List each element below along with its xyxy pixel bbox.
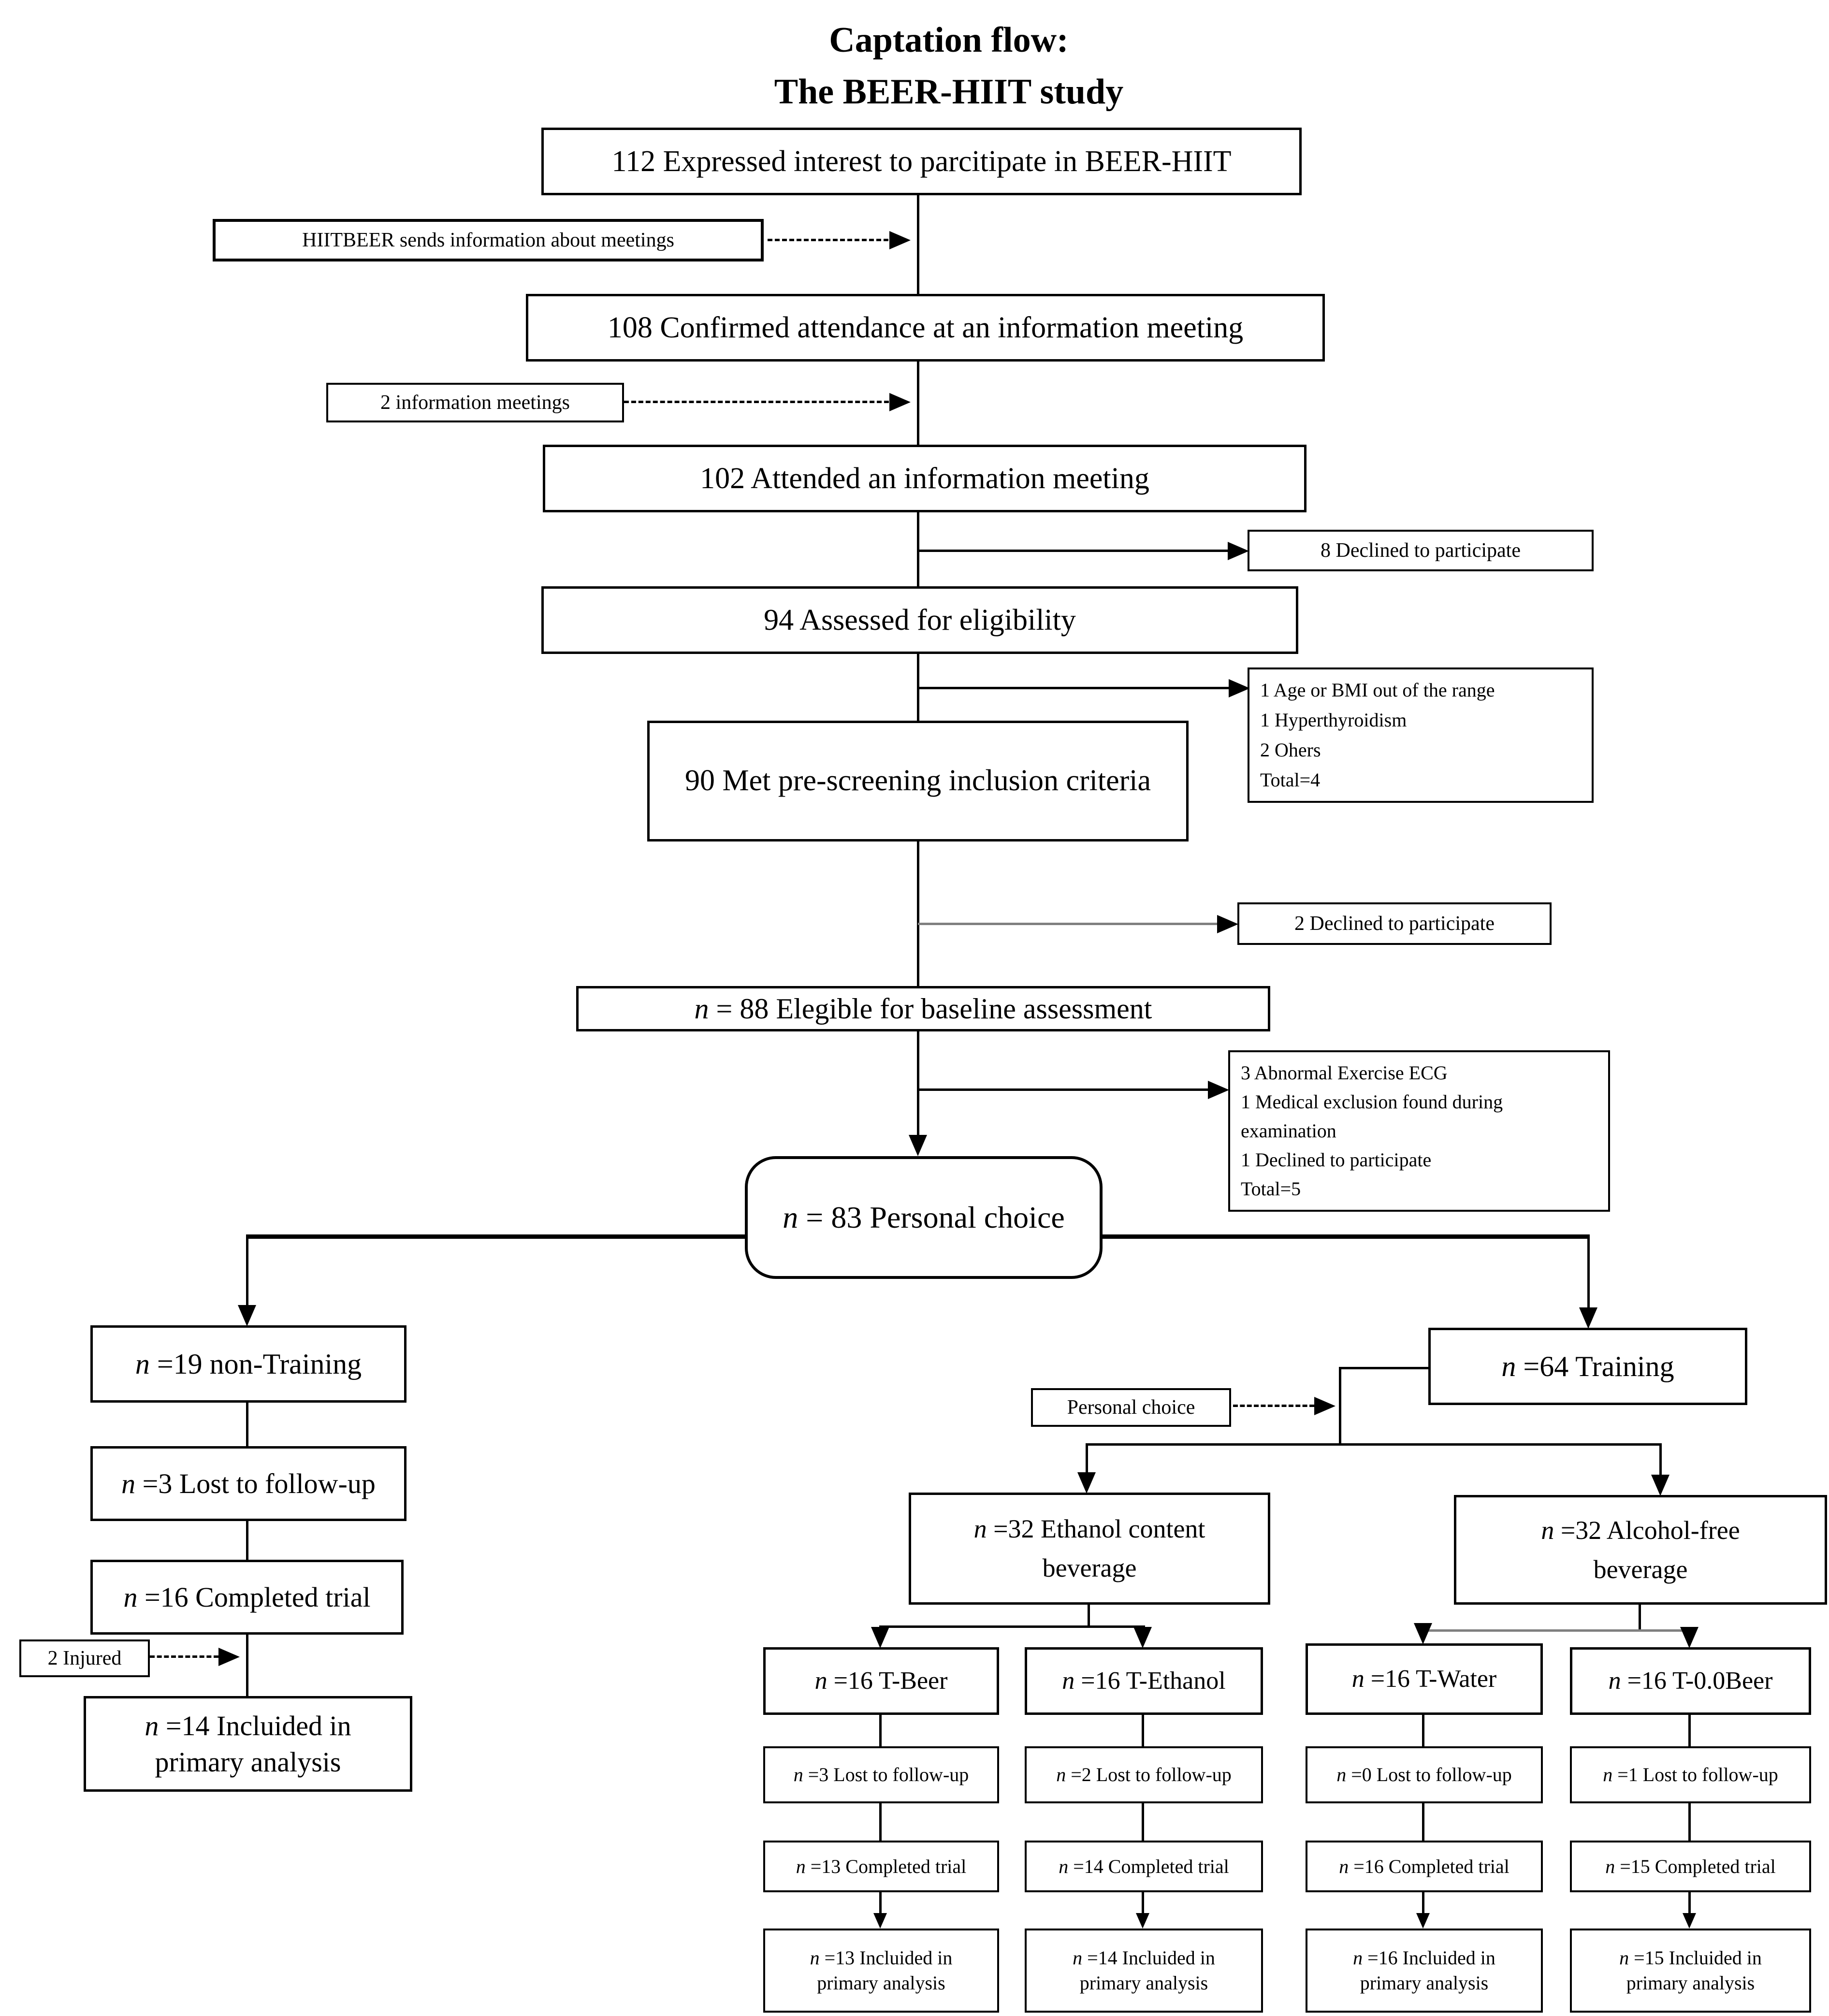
connector-line bbox=[879, 1625, 1145, 1628]
connector-line bbox=[1142, 1892, 1144, 1915]
box-declined-2 bbox=[1237, 902, 1552, 945]
figure-title-line2: The BEER-HIIT study bbox=[774, 72, 1124, 112]
box-twater-lost bbox=[1306, 1746, 1543, 1803]
connector-line bbox=[917, 1031, 919, 1137]
box-tethanol bbox=[1025, 1647, 1263, 1715]
box-label: 2 Declined to participate bbox=[1294, 912, 1495, 935]
note-label: HIITBEER sends information about meetings bbox=[302, 229, 674, 251]
arrow-right-icon bbox=[1228, 542, 1249, 560]
box-label-line1: n =32 Alcohol-free bbox=[1541, 1515, 1740, 1545]
arrow-down-icon bbox=[1579, 1307, 1597, 1329]
box-label: n = 83 Personal choice bbox=[783, 1200, 1065, 1235]
box-label: n =3 Lost to follow-up bbox=[793, 1764, 969, 1785]
box-label: n =16 Completed trial bbox=[123, 1581, 371, 1613]
box-tbeer-completed bbox=[763, 1841, 999, 1892]
box-assessed-eligibility bbox=[541, 586, 1298, 654]
box-t00beer bbox=[1570, 1647, 1811, 1715]
arrow-down-icon bbox=[1416, 1913, 1430, 1929]
box-tbeer-included bbox=[763, 1929, 999, 2013]
box-label: n =13 Completed trial bbox=[796, 1855, 967, 1877]
note-hiitbeer-info bbox=[213, 219, 764, 261]
exclusion-line: 1 Hyperthyroidism bbox=[1260, 709, 1407, 731]
box-label: 112 Expressed interest to parcitipate in BEER-HIIT bbox=[611, 145, 1232, 178]
connector-line bbox=[246, 1635, 248, 1697]
box-label-line2: primary analysis bbox=[155, 1746, 341, 1778]
box-label: n =2 Lost to follow-up bbox=[1056, 1764, 1232, 1785]
arrow-right-icon bbox=[218, 1648, 240, 1666]
box-nt-lost-followup bbox=[90, 1446, 406, 1521]
connector-line bbox=[917, 841, 919, 986]
box-attended-meeting bbox=[543, 445, 1306, 512]
arrow-down-icon bbox=[1133, 1627, 1152, 1648]
connector-line bbox=[1422, 1892, 1424, 1915]
box-prescreen-exclusions bbox=[1248, 667, 1594, 803]
connector-line bbox=[1587, 1234, 1590, 1309]
connector-line bbox=[1088, 1605, 1090, 1628]
dashed-arrow-line bbox=[150, 1655, 218, 1658]
arrow-down-icon bbox=[871, 1627, 889, 1648]
connector-line bbox=[1688, 1892, 1691, 1915]
box-label-line2: beverage bbox=[1042, 1553, 1137, 1582]
box-label: n =15 Completed trial bbox=[1605, 1855, 1776, 1877]
box-twater-included bbox=[1306, 1929, 1543, 2013]
note-personal-choice bbox=[1031, 1388, 1231, 1427]
connector-line bbox=[1659, 1443, 1662, 1476]
box-tethanol-completed bbox=[1025, 1841, 1263, 1892]
arrow-down-icon bbox=[1651, 1475, 1669, 1496]
box-label: n =16 Completed trial bbox=[1339, 1855, 1510, 1877]
connector-line bbox=[1422, 1715, 1424, 1748]
box-label: n =14 Completed trial bbox=[1059, 1855, 1229, 1877]
note-label: 2 information meetings bbox=[380, 391, 570, 414]
box-declined-8 bbox=[1248, 530, 1594, 571]
note-injured bbox=[19, 1639, 150, 1677]
connector-line bbox=[1422, 1629, 1691, 1632]
box-tbeer bbox=[763, 1647, 999, 1715]
dashed-arrow-line bbox=[768, 239, 888, 241]
exclusion-line: 2 Ohers bbox=[1260, 739, 1321, 761]
connector-line bbox=[879, 1715, 882, 1748]
box-nt-completed bbox=[90, 1560, 404, 1635]
connector-line bbox=[917, 195, 919, 294]
box-label: n =3 Lost to follow-up bbox=[121, 1467, 376, 1499]
connector-line bbox=[918, 923, 1217, 925]
box-label-line2: primary analysis bbox=[1360, 1972, 1489, 1994]
box-t00beer-lost bbox=[1570, 1746, 1811, 1803]
dashed-arrow-line bbox=[1233, 1405, 1314, 1407]
box-label-line2: primary analysis bbox=[817, 1972, 945, 1994]
box-label-line1: n =13 Incluided in bbox=[810, 1947, 953, 1969]
connector-line bbox=[918, 550, 1230, 552]
arrow-right-icon bbox=[889, 393, 911, 411]
exclusion-line: Total=4 bbox=[1260, 769, 1321, 791]
connector-line bbox=[1639, 1605, 1641, 1632]
box-label-line1: n =15 Incluided in bbox=[1619, 1947, 1762, 1969]
box-label-line2: beverage bbox=[1593, 1554, 1688, 1584]
arrow-down-icon bbox=[1077, 1472, 1096, 1494]
box-label: n =1 Lost to follow-up bbox=[1603, 1764, 1778, 1785]
note-label: 2 Injured bbox=[47, 1647, 122, 1669]
box-twater-completed bbox=[1306, 1841, 1543, 1892]
connector-line bbox=[248, 1234, 746, 1239]
arrow-right-icon bbox=[1314, 1397, 1335, 1415]
box-training bbox=[1428, 1328, 1747, 1405]
arrow-right-icon bbox=[889, 231, 911, 249]
exclusion-line: Total=5 bbox=[1241, 1178, 1301, 1200]
box-personal-choice bbox=[745, 1156, 1103, 1279]
box-baseline-exclusions bbox=[1228, 1050, 1610, 1212]
exclusion-line: 1 Age or BMI out of the range bbox=[1260, 679, 1495, 701]
box-expressed-interest bbox=[541, 128, 1302, 195]
note-information-meetings bbox=[326, 383, 624, 422]
box-label: 8 Declined to participate bbox=[1321, 539, 1521, 562]
connector-line bbox=[918, 1088, 1208, 1091]
box-label: n =16 T-0.0Beer bbox=[1608, 1667, 1773, 1695]
box-tethanol-included bbox=[1025, 1929, 1263, 2013]
box-label: n =19 non-Training bbox=[135, 1348, 362, 1380]
box-label: 102 Attended an information meeting bbox=[700, 462, 1149, 495]
box-label-line1: n =14 Incluided in bbox=[145, 1710, 351, 1741]
dashed-arrow-line bbox=[624, 401, 889, 403]
arrow-right-icon bbox=[1229, 679, 1250, 697]
box-label: n = 88 Elegible for baseline assessment bbox=[694, 993, 1152, 1025]
box-label: n =0 Lost to follow-up bbox=[1336, 1764, 1512, 1785]
box-label: n =16 T-Ethanol bbox=[1062, 1667, 1226, 1695]
arrow-down-icon bbox=[1136, 1913, 1149, 1929]
box-label: n =16 T-Beer bbox=[814, 1667, 948, 1695]
connector-line bbox=[246, 1403, 248, 1447]
connector-line bbox=[1688, 1803, 1691, 1842]
connector-line bbox=[1688, 1715, 1691, 1748]
box-tethanol-lost bbox=[1025, 1746, 1263, 1803]
box-label-line1: n =16 Incluided in bbox=[1353, 1947, 1495, 1969]
arrow-right-icon bbox=[1217, 915, 1238, 933]
box-confirmed-attendance bbox=[526, 294, 1325, 362]
exclusion-line: 1 Declined to participate bbox=[1241, 1149, 1432, 1171]
box-label-line2: primary analysis bbox=[1626, 1972, 1755, 1994]
box-label-line1: n =14 Incluided in bbox=[1073, 1947, 1215, 1969]
box-label: 94 Assessed for eligibility bbox=[764, 603, 1076, 637]
box-label: 90 Met pre-screening inclusion criteria bbox=[684, 764, 1151, 798]
connector-line bbox=[879, 1803, 882, 1842]
figure-title bbox=[490, 15, 1408, 118]
arrow-down-icon bbox=[1414, 1623, 1432, 1644]
connector-line bbox=[246, 1521, 248, 1561]
connector-line bbox=[1339, 1367, 1428, 1369]
connector-line bbox=[918, 687, 1232, 689]
box-label-line2: primary analysis bbox=[1079, 1972, 1208, 1994]
arrow-down-icon bbox=[1683, 1913, 1696, 1929]
box-label: n =64 Training bbox=[1501, 1350, 1674, 1382]
arrow-down-icon bbox=[909, 1135, 927, 1156]
exclusion-line: 3 Abnormal Exercise ECG bbox=[1241, 1062, 1448, 1084]
connector-line bbox=[879, 1892, 882, 1915]
connector-line bbox=[1142, 1803, 1144, 1842]
box-alcohol-free-beverage bbox=[1454, 1495, 1827, 1605]
arrow-right-icon bbox=[1208, 1081, 1229, 1099]
box-ethanol-beverage bbox=[909, 1493, 1270, 1605]
box-label: 108 Confirmed attendance at an information meeting bbox=[607, 311, 1244, 344]
box-twater bbox=[1306, 1643, 1543, 1715]
arrow-down-icon bbox=[1680, 1627, 1698, 1648]
connector-line bbox=[1339, 1367, 1341, 1446]
box-non-training bbox=[90, 1325, 406, 1403]
connector-line bbox=[1102, 1234, 1589, 1239]
box-eligible-baseline bbox=[576, 986, 1270, 1031]
connector-line bbox=[1422, 1803, 1424, 1842]
figure-title-line1: Captation flow: bbox=[829, 20, 1069, 60]
box-t00beer-completed bbox=[1570, 1841, 1811, 1892]
box-label: n =16 T-Water bbox=[1351, 1665, 1497, 1693]
arrow-down-icon bbox=[238, 1305, 256, 1326]
connector-line bbox=[917, 362, 919, 445]
arrow-down-icon bbox=[873, 1913, 887, 1929]
connector-line bbox=[1086, 1443, 1662, 1446]
box-nt-included bbox=[84, 1696, 412, 1792]
box-tbeer-lost bbox=[763, 1746, 999, 1803]
note-label: Personal choice bbox=[1067, 1396, 1195, 1419]
box-t00beer-included bbox=[1570, 1929, 1811, 2013]
box-label-line1: n =32 Ethanol content bbox=[973, 1514, 1205, 1543]
connector-line bbox=[1142, 1715, 1144, 1748]
exclusion-line: 1 Medical exclusion found during examination bbox=[1241, 1091, 1503, 1142]
connector-line bbox=[1086, 1443, 1088, 1473]
box-met-criteria bbox=[647, 721, 1189, 841]
connector-line bbox=[246, 1234, 248, 1307]
